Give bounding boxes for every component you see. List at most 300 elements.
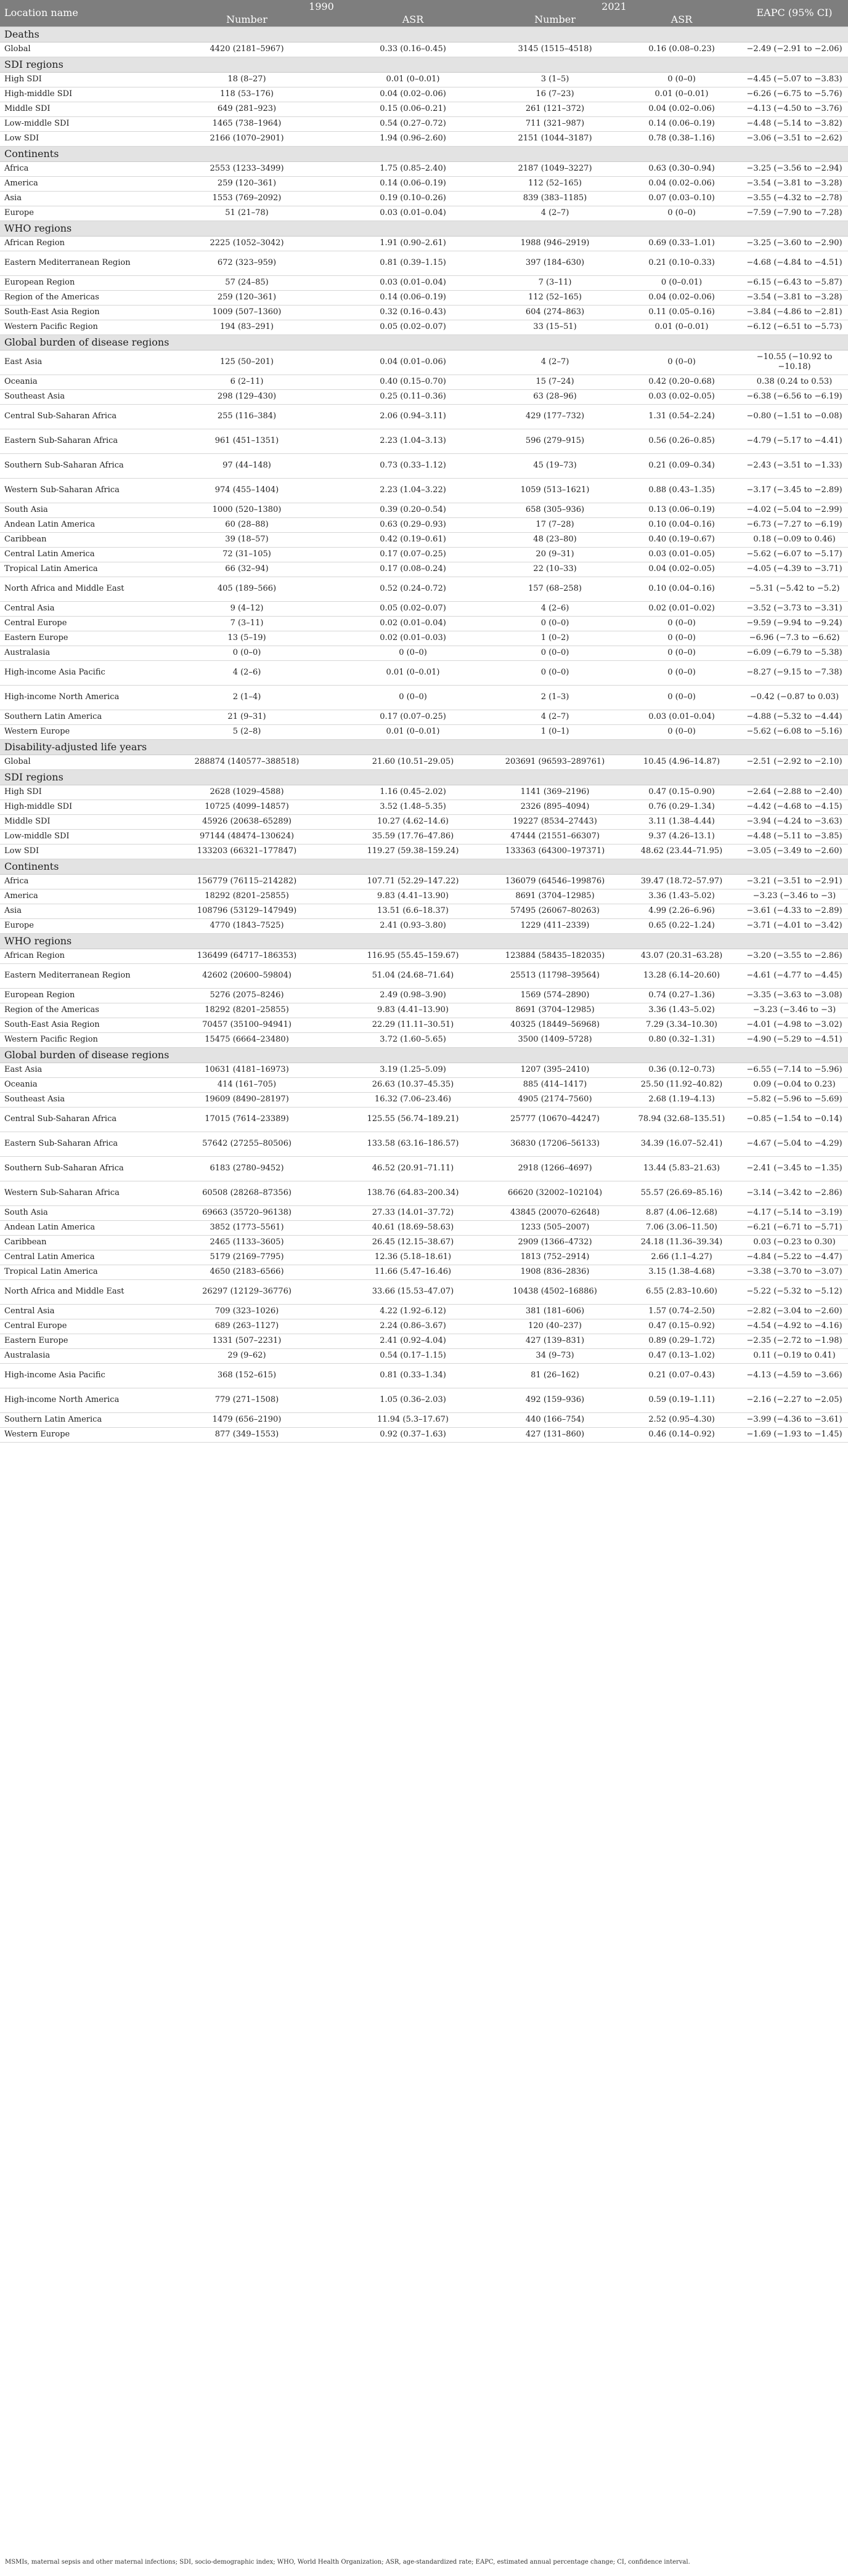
eapc-cell: −4.79 (−5.17 to −4.41) bbox=[741, 429, 848, 453]
table-row bbox=[0, 814, 848, 829]
number-2021-cell: 81 (26–162) bbox=[487, 1363, 622, 1388]
location-cell: High-middle SDI bbox=[0, 800, 155, 814]
number-1990-header: Number bbox=[155, 14, 338, 26]
asr-2021-cell: 2.68 (1.19–4.13) bbox=[622, 1092, 741, 1107]
asr-2021-cell: 0 (0–0.01) bbox=[622, 275, 741, 290]
table-row bbox=[0, 176, 848, 191]
table-row bbox=[0, 532, 848, 547]
section-title: SDI regions bbox=[0, 57, 848, 72]
asr-2021-cell: 0.14 (0.06–0.19) bbox=[622, 116, 741, 131]
asr-1990-cell: 0.54 (0.27–0.72) bbox=[338, 116, 487, 131]
eapc-cell: −1.69 (−1.93 to −1.45) bbox=[741, 1427, 848, 1442]
eapc-cell: −6.55 (−7.14 to −5.96) bbox=[741, 1063, 848, 1077]
table-row bbox=[0, 724, 848, 739]
number-1990-cell: 19609 (8490–28197) bbox=[155, 1092, 338, 1107]
asr-2021-cell: 0.21 (0.09–0.34) bbox=[622, 453, 741, 478]
number-2021-cell: 2187 (1049–3227) bbox=[487, 161, 622, 176]
number-2021-cell: 2326 (895–4094) bbox=[487, 800, 622, 814]
eapc-cell: −5.62 (−6.08 to −5.16) bbox=[741, 724, 848, 739]
asr-1990-cell: 0.02 (0.01–0.04) bbox=[338, 616, 487, 631]
eapc-cell: −3.61 (−4.33 to −2.89) bbox=[741, 904, 848, 918]
number-1990-cell: 18 (8–27) bbox=[155, 72, 338, 87]
location-cell: Southeast Asia bbox=[0, 1092, 155, 1107]
eapc-cell: 0.11 (−0.19 to 0.41) bbox=[741, 1348, 848, 1363]
asr-1990-cell: 0.40 (0.15–0.70) bbox=[338, 375, 487, 389]
asr-2021-cell: 0 (0–0) bbox=[622, 724, 741, 739]
asr-1990-cell: 2.49 (0.98–3.90) bbox=[338, 988, 487, 1003]
location-cell: East Asia bbox=[0, 1063, 155, 1077]
asr-2021-cell: 13.28 (6.14–20.60) bbox=[622, 963, 741, 988]
number-1990-cell: 45926 (20638–65289) bbox=[155, 814, 338, 829]
number-2021-cell: 112 (52–165) bbox=[487, 290, 622, 305]
number-1990-cell: 7 (3–11) bbox=[155, 616, 338, 631]
eapc-cell: −6.09 (−6.79 to −5.38) bbox=[741, 646, 848, 660]
eapc-cell: −4.42 (−4.68 to −4.15) bbox=[741, 800, 848, 814]
asr-2021-cell: 25.50 (11.92–40.82) bbox=[622, 1077, 741, 1092]
number-2021-cell: 40325 (18449–56968) bbox=[487, 1018, 622, 1032]
location-cell: Europe bbox=[0, 918, 155, 933]
number-2021-cell: 157 (68–258) bbox=[487, 577, 622, 601]
asr-2021-cell: 4.99 (2.26–6.96) bbox=[622, 904, 741, 918]
asr-2021-cell: 2.52 (0.95–4.30) bbox=[622, 1412, 741, 1427]
location-cell: Southern Sub-Saharan Africa bbox=[0, 453, 155, 478]
number-1990-cell: 2553 (1233–3499) bbox=[155, 161, 338, 176]
number-1990-cell: 5179 (2169–7795) bbox=[155, 1250, 338, 1265]
asr-2021-cell: 0.40 (0.19–0.67) bbox=[622, 532, 741, 547]
eapc-cell: −2.43 (−3.51 to −1.33) bbox=[741, 453, 848, 478]
table-row bbox=[0, 1363, 848, 1388]
asr-1990-cell: 0.04 (0.01–0.06) bbox=[338, 350, 487, 375]
number-1990-cell: 97 (44–148) bbox=[155, 453, 338, 478]
asr-1990-cell: 10.27 (4.62–14.6) bbox=[338, 814, 487, 829]
number-1990-cell: 649 (281–923) bbox=[155, 102, 338, 116]
table-row bbox=[0, 988, 848, 1003]
asr-1990-cell: 119.27 (59.38–159.24) bbox=[338, 844, 487, 859]
eapc-cell: −3.38 (−3.70 to −3.07) bbox=[741, 1265, 848, 1279]
number-2021-cell: 45 (19–73) bbox=[487, 453, 622, 478]
asr-2021-cell: 0.65 (0.22–1.24) bbox=[622, 918, 741, 933]
number-1990-cell: 136499 (64717–186353) bbox=[155, 949, 338, 963]
table-row bbox=[0, 1388, 848, 1412]
section-title: SDI regions bbox=[0, 769, 848, 785]
asr-1990-cell: 0.01 (0–0.01) bbox=[338, 660, 487, 685]
table-header bbox=[0, 0, 848, 26]
asr-2021-cell: 0 (0–0) bbox=[622, 350, 741, 375]
location-cell: Tropical Latin America bbox=[0, 1265, 155, 1279]
number-1990-cell: 1000 (520–1380) bbox=[155, 503, 338, 517]
location-cell: Western Pacific Region bbox=[0, 320, 155, 334]
number-1990-cell: 10631 (4181–16973) bbox=[155, 1063, 338, 1077]
number-2021-cell: 1908 (836–2836) bbox=[487, 1265, 622, 1279]
asr-1990-cell: 11.94 (5.3–17.67) bbox=[338, 1412, 487, 1427]
table-row bbox=[0, 547, 848, 562]
number-2021-cell: 203691 (96593–289761) bbox=[487, 755, 622, 769]
eapc-cell: −6.15 (−6.43 to −5.87) bbox=[741, 275, 848, 290]
asr-1990-cell: 0.05 (0.02–0.07) bbox=[338, 601, 487, 616]
location-header: Location name bbox=[0, 0, 155, 26]
location-cell: European Region bbox=[0, 275, 155, 290]
eapc-cell: 0.03 (−0.23 to 0.30) bbox=[741, 1235, 848, 1250]
number-1990-cell: 1331 (507–2231) bbox=[155, 1334, 338, 1348]
number-1990-cell: 2628 (1029–4588) bbox=[155, 785, 338, 800]
location-cell: Region of the Americas bbox=[0, 290, 155, 305]
table-row bbox=[0, 904, 848, 918]
asr-1990-cell: 107.71 (52.29–147.22) bbox=[338, 874, 487, 889]
eapc-cell: −7.59 (−7.90 to −7.28) bbox=[741, 206, 848, 221]
number-2021-cell: 7 (3–11) bbox=[487, 275, 622, 290]
table-row bbox=[0, 1003, 848, 1018]
location-cell: Eastern Sub-Saharan Africa bbox=[0, 1132, 155, 1156]
asr-1990-cell: 0.17 (0.07–0.25) bbox=[338, 547, 487, 562]
number-2021-cell: 427 (131–860) bbox=[487, 1427, 622, 1442]
asr-2021-cell: 0 (0–0) bbox=[622, 206, 741, 221]
location-cell: Southeast Asia bbox=[0, 389, 155, 404]
number-2021-cell: 15 (7–24) bbox=[487, 375, 622, 389]
eapc-header: EAPC (95% CI) bbox=[741, 0, 848, 26]
table-row bbox=[0, 1092, 848, 1107]
asr-1990-cell: 40.61 (18.69–58.63) bbox=[338, 1220, 487, 1235]
asr-1990-cell: 3.52 (1.48–5.35) bbox=[338, 800, 487, 814]
table-row bbox=[0, 1077, 848, 1092]
location-cell: Western Europe bbox=[0, 724, 155, 739]
asr-1990-cell: 0.52 (0.24–0.72) bbox=[338, 577, 487, 601]
location-cell: Oceania bbox=[0, 1077, 155, 1092]
asr-1990-cell: 0.42 (0.19–0.61) bbox=[338, 532, 487, 547]
table-row bbox=[0, 191, 848, 206]
number-1990-cell: 70457 (35100–94941) bbox=[155, 1018, 338, 1032]
table-row bbox=[0, 206, 848, 221]
section-title: Global burden of disease regions bbox=[0, 1047, 848, 1063]
eapc-cell: 0.18 (−0.09 to 0.46) bbox=[741, 532, 848, 547]
asr-1990-header: ASR bbox=[338, 14, 487, 26]
location-cell: Central Sub-Saharan Africa bbox=[0, 1107, 155, 1132]
section-header-row bbox=[0, 146, 848, 161]
number-2021-cell: 25777 (10670–44247) bbox=[487, 1107, 622, 1132]
asr-1990-cell: 138.76 (64.83–200.34) bbox=[338, 1181, 487, 1205]
number-1990-cell: 133203 (66321–177847) bbox=[155, 844, 338, 859]
asr-1990-cell: 26.45 (12.15–38.67) bbox=[338, 1235, 487, 1250]
table-row bbox=[0, 685, 848, 710]
section-header-row bbox=[0, 933, 848, 949]
number-1990-cell: 259 (120–361) bbox=[155, 290, 338, 305]
number-2021-cell: 0 (0–0) bbox=[487, 616, 622, 631]
eapc-cell: −4.17 (−5.14 to −3.19) bbox=[741, 1205, 848, 1220]
number-1990-cell: 1465 (738–1964) bbox=[155, 116, 338, 131]
eapc-cell: −6.96 (−7.3 to −6.62) bbox=[741, 631, 848, 646]
number-1990-cell: 709 (323–1026) bbox=[155, 1304, 338, 1319]
number-1990-cell: 72 (31–105) bbox=[155, 547, 338, 562]
asr-2021-cell: 0.63 (0.30–0.94) bbox=[622, 161, 741, 176]
eapc-cell: −3.71 (−4.01 to −3.42) bbox=[741, 918, 848, 933]
number-1990-cell: 1479 (656–2190) bbox=[155, 1412, 338, 1427]
table-row bbox=[0, 290, 848, 305]
table-row bbox=[0, 601, 848, 616]
location-cell: Western Europe bbox=[0, 1427, 155, 1442]
location-cell: High SDI bbox=[0, 785, 155, 800]
location-cell: High-income North America bbox=[0, 1388, 155, 1412]
number-1990-cell: 368 (152–615) bbox=[155, 1363, 338, 1388]
table-row bbox=[0, 562, 848, 577]
table-row bbox=[0, 918, 848, 933]
asr-2021-cell: 0.03 (0.01–0.04) bbox=[622, 710, 741, 724]
location-cell: Global bbox=[0, 755, 155, 769]
location-cell: High SDI bbox=[0, 72, 155, 87]
section-header-row bbox=[0, 221, 848, 236]
eapc-cell: −4.05 (−4.39 to −3.71) bbox=[741, 562, 848, 577]
section-header-row bbox=[0, 769, 848, 785]
table-row bbox=[0, 1132, 848, 1156]
number-1990-cell: 18292 (8201–25855) bbox=[155, 889, 338, 904]
table-row bbox=[0, 102, 848, 116]
asr-2021-cell: 0.42 (0.20–0.68) bbox=[622, 375, 741, 389]
eapc-cell: −4.13 (−4.50 to −3.76) bbox=[741, 102, 848, 116]
asr-2021-cell: 0.04 (0.02–0.05) bbox=[622, 562, 741, 577]
eapc-cell: −3.52 (−3.73 to −3.31) bbox=[741, 601, 848, 616]
location-cell: Australasia bbox=[0, 646, 155, 660]
number-2021-cell: 839 (383–1185) bbox=[487, 191, 622, 206]
table-row bbox=[0, 1181, 848, 1205]
table-row bbox=[0, 1032, 848, 1047]
table-row bbox=[0, 1220, 848, 1235]
asr-1990-cell: 2.41 (0.92–4.04) bbox=[338, 1334, 487, 1348]
number-2021-cell: 604 (274–863) bbox=[487, 305, 622, 320]
asr-1990-cell: 4.22 (1.92–6.12) bbox=[338, 1304, 487, 1319]
location-cell: Low SDI bbox=[0, 131, 155, 146]
number-2021-cell: 1569 (574–2890) bbox=[487, 988, 622, 1003]
table-row bbox=[0, 1205, 848, 1220]
table-row bbox=[0, 305, 848, 320]
location-cell: America bbox=[0, 176, 155, 191]
asr-1990-cell: 2.06 (0.94–3.11) bbox=[338, 404, 487, 429]
location-cell: Australasia bbox=[0, 1348, 155, 1363]
eapc-cell: −2.41 (−3.45 to −1.35) bbox=[741, 1156, 848, 1181]
asr-2021-cell: 13.44 (5.83–21.63) bbox=[622, 1156, 741, 1181]
asr-1990-cell: 1.91 (0.90–2.61) bbox=[338, 236, 487, 251]
asr-2021-cell: 39.47 (18.72–57.97) bbox=[622, 874, 741, 889]
location-cell: East Asia bbox=[0, 350, 155, 375]
location-cell: Low-middle SDI bbox=[0, 829, 155, 844]
number-1990-cell: 29 (9–62) bbox=[155, 1348, 338, 1363]
location-cell: European Region bbox=[0, 988, 155, 1003]
eapc-cell: −4.13 (−4.59 to −3.66) bbox=[741, 1363, 848, 1388]
asr-2021-cell: 0.88 (0.43–1.35) bbox=[622, 478, 741, 503]
eapc-cell: −4.68 (−4.84 to −4.51) bbox=[741, 251, 848, 275]
year-1990-header: 1990 bbox=[155, 0, 487, 14]
number-1990-cell: 4 (2–6) bbox=[155, 660, 338, 685]
asr-1990-cell: 0.32 (0.16–0.43) bbox=[338, 305, 487, 320]
location-cell: Central Sub-Saharan Africa bbox=[0, 404, 155, 429]
number-1990-cell: 118 (53–176) bbox=[155, 87, 338, 102]
eapc-cell: −3.06 (−3.51 to −2.62) bbox=[741, 131, 848, 146]
number-2021-cell: 427 (139–831) bbox=[487, 1334, 622, 1348]
asr-2021-cell: 3.11 (1.38–4.44) bbox=[622, 814, 741, 829]
eapc-cell: −3.05 (−3.49 to −2.60) bbox=[741, 844, 848, 859]
number-2021-cell: 47444 (21551–66307) bbox=[487, 829, 622, 844]
asr-2021-cell: 0.11 (0.05–0.16) bbox=[622, 305, 741, 320]
asr-2021-cell: 3.15 (1.38–4.68) bbox=[622, 1265, 741, 1279]
location-cell: Global bbox=[0, 42, 155, 57]
table-row bbox=[0, 1304, 848, 1319]
asr-2021-cell: 0 (0–0) bbox=[622, 646, 741, 660]
eapc-cell: −3.25 (−3.56 to −2.94) bbox=[741, 161, 848, 176]
number-2021-cell: 3 (1–5) bbox=[487, 72, 622, 87]
number-2021-cell: 22 (10–33) bbox=[487, 562, 622, 577]
asr-2021-cell: 0.13 (0.06–0.19) bbox=[622, 503, 741, 517]
asr-2021-cell: 0.21 (0.10–0.33) bbox=[622, 251, 741, 275]
number-1990-cell: 108796 (53129–147949) bbox=[155, 904, 338, 918]
location-cell: North Africa and Middle East bbox=[0, 1279, 155, 1304]
location-cell: High-income Asia Pacific bbox=[0, 660, 155, 685]
eapc-cell: −5.22 (−5.32 to −5.12) bbox=[741, 1279, 848, 1304]
number-2021-cell: 885 (414–1417) bbox=[487, 1077, 622, 1092]
location-cell: Southern Sub-Saharan Africa bbox=[0, 1156, 155, 1181]
asr-1990-cell: 133.58 (63.16–186.57) bbox=[338, 1132, 487, 1156]
asr-1990-cell: 0.05 (0.02–0.07) bbox=[338, 320, 487, 334]
number-1990-cell: 9 (4–12) bbox=[155, 601, 338, 616]
asr-1990-cell: 0.17 (0.07–0.25) bbox=[338, 710, 487, 724]
number-2021-cell: 596 (279–915) bbox=[487, 429, 622, 453]
number-1990-cell: 5 (2–8) bbox=[155, 724, 338, 739]
location-cell: Western Sub-Saharan Africa bbox=[0, 1181, 155, 1205]
asr-1990-cell: 0.81 (0.33–1.34) bbox=[338, 1363, 487, 1388]
number-2021-cell: 1141 (369–2196) bbox=[487, 785, 622, 800]
number-2021-cell: 120 (40–237) bbox=[487, 1319, 622, 1334]
number-2021-cell: 25513 (11798–39564) bbox=[487, 963, 622, 988]
number-2021-cell: 1 (0–2) bbox=[487, 631, 622, 646]
asr-1990-cell: 0.39 (0.20–0.54) bbox=[338, 503, 487, 517]
location-cell: Middle SDI bbox=[0, 102, 155, 116]
asr-2021-cell: 0.01 (0–0.01) bbox=[622, 87, 741, 102]
number-2021-cell: 1207 (395–2410) bbox=[487, 1063, 622, 1077]
location-cell: Caribbean bbox=[0, 1235, 155, 1250]
location-cell: Caribbean bbox=[0, 532, 155, 547]
asr-2021-cell: 10.45 (4.96–14.87) bbox=[622, 755, 741, 769]
number-1990-cell: 2 (1–4) bbox=[155, 685, 338, 710]
year-2021-header: 2021 bbox=[487, 0, 741, 14]
eapc-cell: −5.31 (−5.42 to −5.2) bbox=[741, 577, 848, 601]
table-row bbox=[0, 320, 848, 334]
eapc-cell: −4.90 (−5.29 to −4.51) bbox=[741, 1032, 848, 1047]
asr-1990-cell: 0.01 (0–0.01) bbox=[338, 72, 487, 87]
location-cell: High-middle SDI bbox=[0, 87, 155, 102]
asr-2021-cell: 0.76 (0.29–1.34) bbox=[622, 800, 741, 814]
eapc-cell: −4.01 (−4.98 to −3.02) bbox=[741, 1018, 848, 1032]
asr-1990-cell: 46.52 (20.91–71.11) bbox=[338, 1156, 487, 1181]
location-cell: Central Europe bbox=[0, 616, 155, 631]
number-1990-cell: 298 (129–430) bbox=[155, 389, 338, 404]
table-row bbox=[0, 42, 848, 57]
number-1990-cell: 4650 (2183–6566) bbox=[155, 1265, 338, 1279]
number-1990-cell: 194 (83–291) bbox=[155, 320, 338, 334]
asr-2021-cell: 0.04 (0.02–0.06) bbox=[622, 290, 741, 305]
eapc-cell: −5.82 (−5.96 to −5.69) bbox=[741, 1092, 848, 1107]
number-2021-cell: 440 (166–754) bbox=[487, 1412, 622, 1427]
number-2021-cell: 261 (121–372) bbox=[487, 102, 622, 116]
number-2021-cell: 10438 (4502–16886) bbox=[487, 1279, 622, 1304]
eapc-cell: 0.09 (−0.04 to 0.23) bbox=[741, 1077, 848, 1092]
eapc-cell: −3.94 (−4.24 to −3.63) bbox=[741, 814, 848, 829]
number-1990-cell: 259 (120–361) bbox=[155, 176, 338, 191]
table-row bbox=[0, 889, 848, 904]
number-1990-cell: 689 (263–1127) bbox=[155, 1319, 338, 1334]
asr-1990-cell: 1.75 (0.85–2.40) bbox=[338, 161, 487, 176]
asr-2021-cell: 0 (0–0) bbox=[622, 616, 741, 631]
asr-2021-cell: 0.07 (0.03–0.10) bbox=[622, 191, 741, 206]
number-1990-cell: 57642 (27255–80506) bbox=[155, 1132, 338, 1156]
number-1990-cell: 2225 (1052–3042) bbox=[155, 236, 338, 251]
asr-1990-cell: 0.14 (0.06–0.19) bbox=[338, 176, 487, 191]
location-cell: Central Europe bbox=[0, 1319, 155, 1334]
location-cell: Central Latin America bbox=[0, 547, 155, 562]
number-2021-cell: 1229 (411–2339) bbox=[487, 918, 622, 933]
table-footnote: MSMIs, maternal sepsis and other maternal infections; SDI, socio-demographic index; WHO, World Health Organization; ASR, age-standardized rate; EAPC, estimated annual percentage change; CI, confidence interval. bbox=[5, 2559, 690, 2566]
table-row bbox=[0, 1334, 848, 1348]
eapc-cell: −0.85 (−1.54 to −0.14) bbox=[741, 1107, 848, 1132]
asr-2021-cell: 7.06 (3.06–11.50) bbox=[622, 1220, 741, 1235]
table-row bbox=[0, 275, 848, 290]
asr-1990-cell: 21.60 (10.51–29.05) bbox=[338, 755, 487, 769]
number-1990-cell: 125 (50–201) bbox=[155, 350, 338, 375]
number-1990-cell: 13 (5–19) bbox=[155, 631, 338, 646]
number-1990-cell: 39 (18–57) bbox=[155, 532, 338, 547]
eapc-cell: −3.99 (−4.36 to −3.61) bbox=[741, 1412, 848, 1427]
table-row bbox=[0, 829, 848, 844]
asr-2021-cell: 0.69 (0.33–1.01) bbox=[622, 236, 741, 251]
eapc-cell: −2.64 (−2.88 to −2.40) bbox=[741, 785, 848, 800]
section-title: Continents bbox=[0, 146, 848, 161]
section-title: Global burden of disease regions bbox=[0, 334, 848, 350]
number-2021-cell: 1813 (752–2914) bbox=[487, 1250, 622, 1265]
table-row bbox=[0, 517, 848, 532]
asr-2021-cell: 3.36 (1.43–5.02) bbox=[622, 1003, 741, 1018]
table-row bbox=[0, 874, 848, 889]
section-header-row bbox=[0, 739, 848, 755]
asr-1990-cell: 33.66 (15.53–47.07) bbox=[338, 1279, 487, 1304]
number-1990-cell: 961 (451–1351) bbox=[155, 429, 338, 453]
asr-2021-cell: 0.04 (0.02–0.06) bbox=[622, 176, 741, 191]
asr-2021-cell: 0.78 (0.38–1.16) bbox=[622, 131, 741, 146]
asr-2021-cell: 0.80 (0.32–1.31) bbox=[622, 1032, 741, 1047]
number-1990-cell: 877 (349–1553) bbox=[155, 1427, 338, 1442]
location-cell: Asia bbox=[0, 904, 155, 918]
table-row bbox=[0, 404, 848, 429]
table-row bbox=[0, 963, 848, 988]
number-2021-cell: 4 (2–7) bbox=[487, 350, 622, 375]
asr-2021-cell: 0.16 (0.08–0.23) bbox=[622, 42, 741, 57]
table-row bbox=[0, 116, 848, 131]
eapc-cell: −3.54 (−3.81 to −3.28) bbox=[741, 290, 848, 305]
asr-2021-cell: 6.55 (2.83–10.60) bbox=[622, 1279, 741, 1304]
asr-1990-cell: 0.54 (0.17–1.15) bbox=[338, 1348, 487, 1363]
eapc-cell: −4.48 (−5.14 to −3.82) bbox=[741, 116, 848, 131]
asr-1990-cell: 1.94 (0.96–2.60) bbox=[338, 131, 487, 146]
table-row bbox=[0, 800, 848, 814]
table-row bbox=[0, 1235, 848, 1250]
eapc-cell: −3.17 (−3.45 to −2.89) bbox=[741, 478, 848, 503]
number-1990-cell: 15475 (6664–23480) bbox=[155, 1032, 338, 1047]
asr-1990-cell: 51.04 (24.68–71.64) bbox=[338, 963, 487, 988]
number-1990-cell: 255 (116–384) bbox=[155, 404, 338, 429]
table-row bbox=[0, 785, 848, 800]
number-1990-cell: 405 (189–566) bbox=[155, 577, 338, 601]
number-1990-cell: 10725 (4099–14857) bbox=[155, 800, 338, 814]
location-cell: African Region bbox=[0, 236, 155, 251]
asr-1990-cell: 0.15 (0.06–0.21) bbox=[338, 102, 487, 116]
number-1990-cell: 42602 (20600–59804) bbox=[155, 963, 338, 988]
eapc-cell: −3.23 (−3.46 to −3) bbox=[741, 1003, 848, 1018]
asr-2021-cell: 78.94 (32.68–135.51) bbox=[622, 1107, 741, 1132]
number-2021-cell: 136079 (64546–199876) bbox=[487, 874, 622, 889]
